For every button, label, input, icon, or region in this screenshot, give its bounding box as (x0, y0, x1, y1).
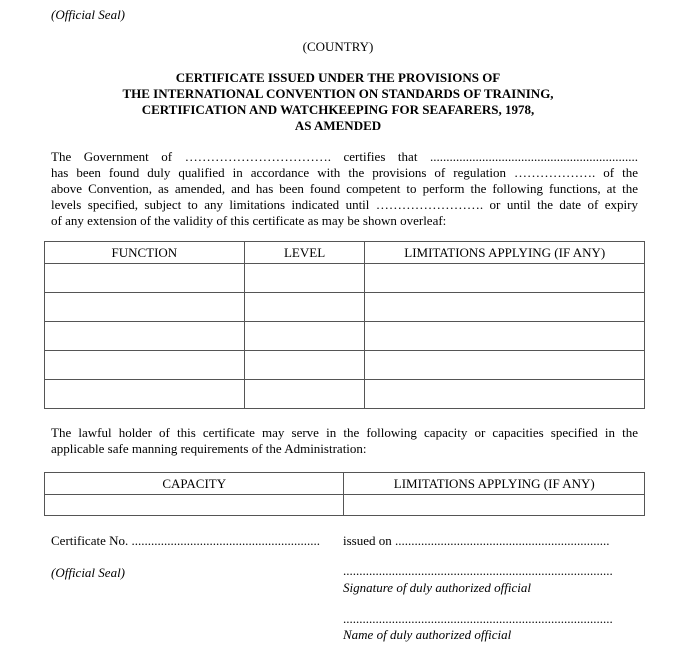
capacity-paragraph (51, 425, 638, 457)
limitations-cell[interactable] (365, 264, 645, 293)
limitations-cell[interactable] (365, 322, 645, 351)
table-row (45, 293, 645, 322)
certificate-number-field[interactable]: Certificate No. .......................................................... (51, 533, 320, 548)
table-row (45, 264, 645, 293)
functions-table (44, 241, 645, 409)
function-cell[interactable] (45, 264, 245, 293)
function-cell[interactable] (45, 351, 245, 380)
intro-line: The Government of ……………………………. certifies that ................................................................ (51, 149, 638, 164)
table-row (45, 322, 645, 351)
function-cell[interactable] (45, 322, 245, 351)
country-label: (COUNTRY) (302, 39, 374, 54)
title-line: THE INTERNATIONAL CONVENTION ON STANDARDS OF TRAINING, (122, 86, 554, 101)
capacity-line: The lawful holder of this certificate may serve in the following capacity or capacities specified in the (51, 425, 638, 440)
intro-line: has been found duly qualified in accordance with the provisions of regulation ………………. of the (51, 165, 638, 180)
signature-caption: Signature of duly authorized official (343, 580, 532, 595)
functions-header-level: LEVEL (244, 242, 365, 264)
certificate-title (0, 70, 676, 134)
capacity-table (44, 472, 645, 516)
table-row (45, 351, 645, 380)
functions-header-limitations: LIMITATIONS APPLYING (IF ANY) (365, 242, 645, 264)
table-row (45, 380, 645, 409)
signature-line[interactable]: ................................................................................... (343, 563, 613, 578)
capacity-cell[interactable] (45, 495, 344, 516)
function-cell[interactable] (45, 293, 245, 322)
intro-paragraph (51, 149, 638, 229)
official-seal-bottom: (Official Seal) (51, 565, 126, 580)
level-cell[interactable] (244, 322, 365, 351)
intro-line: above Convention, as amended, and has been found competent to perform the following functions, at the (51, 181, 638, 196)
level-cell[interactable] (244, 380, 365, 409)
functions-header-function: FUNCTION (45, 242, 245, 264)
name-caption: Name of duly authorized official (343, 627, 512, 642)
capacity-header: CAPACITY (45, 473, 344, 495)
title-line: CERTIFICATE ISSUED UNDER THE PROVISIONS OF (175, 70, 501, 85)
capacity-limitations-cell[interactable] (344, 495, 645, 516)
official-seal-top: (Official Seal) (51, 7, 126, 22)
title-line: CERTIFICATION AND WATCHKEEPING FOR SEAFARERS, 1978, (141, 102, 535, 117)
issued-on-field[interactable]: issued on .................................................................. (343, 533, 610, 548)
level-cell[interactable] (244, 351, 365, 380)
capacity-limitations-header: LIMITATIONS APPLYING (IF ANY) (344, 473, 645, 495)
table-row (45, 495, 645, 516)
title-line: AS AMENDED (294, 118, 382, 133)
intro-line: levels specified, subject to any limitations indicated until ……………………. or until the date of expiry (51, 197, 638, 212)
limitations-cell[interactable] (365, 380, 645, 409)
intro-line: of any extension of the validity of this certificate as may be shown overleaf: (51, 213, 447, 228)
level-cell[interactable] (244, 293, 365, 322)
limitations-cell[interactable] (365, 351, 645, 380)
level-cell[interactable] (244, 264, 365, 293)
function-cell[interactable] (45, 380, 245, 409)
capacity-line: applicable safe manning requirements of the Administration: (51, 441, 367, 456)
limitations-cell[interactable] (365, 293, 645, 322)
name-line[interactable]: ................................................................................... (343, 611, 613, 626)
